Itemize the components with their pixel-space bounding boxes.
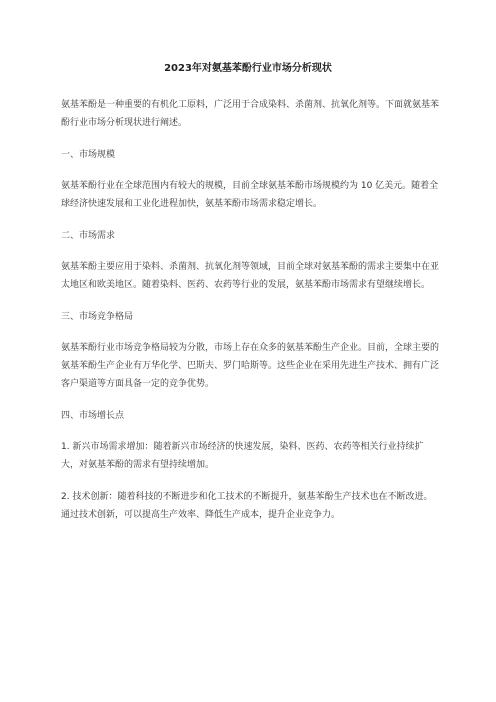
document-body xyxy=(61,96,439,538)
section-paragraph-market-demand: 氨基苯酚主要应用于染料、杀菌剂、抗氧化剂等领域，目前全球对氨基苯酚的需求主要集中在亚太地区和欧美地区。随着染料、医药、农药等行业的发展，氨基苯酚市场需求有望继续增长。 xyxy=(61,262,440,290)
section-paragraph-growth-point-2: 2. 技术创新：随着科技的不断进步和化工技术的不断提升，氨基苯酚生产技术也在不断改进。通过技术创新，可以提高生产效率、降低生产成本，提升企业竞争力。 xyxy=(61,492,433,520)
section-paragraph-competition: 氨基苯酚行业市场竞争格局较为分散，市场上存在众多的氨基苯酚生产企业。目前，全球主要的氨基苯酚生产企业有万华化学、巴斯夫、罗门哈斯等。这些企业在采用先进生产技术、拥有广泛客户渠道等方面具备一定的竞争优势。 xyxy=(61,343,440,389)
section-paragraph-growth-point-1: 1. 新兴市场需求增加：随着新兴市场经济的快速发展，染料、医药、农药等相关行业持续扩大，对氨基苯酚的需求有望持续增加。 xyxy=(61,442,424,470)
document-title: 2023年对氨基苯酚行业市场分析现状 xyxy=(164,63,332,74)
section-paragraph-market-size: 氨基苯酚行业在全球范围内有较大的规模，目前全球氨基苯酚市场规模约为 10 亿美元。随着全球经济快速发展和工业化进程加快，氨基苯酚市场需求稳定增长。 xyxy=(61,181,439,209)
section-heading-market-demand: 二、市场需求 xyxy=(61,231,116,241)
section-heading-competition: 三、市场竞争格局 xyxy=(61,312,134,322)
section-heading-market-size: 一、市场规模 xyxy=(61,150,116,160)
section-heading-growth-points: 四、市场增长点 xyxy=(61,411,125,421)
intro-paragraph: 氨基苯酚是一种重要的有机化工原料，广泛用于合成染料、杀菌剂、抗氧化剂等。下面就氨基苯酚行业市场分析现状进行阐述。 xyxy=(61,100,440,128)
